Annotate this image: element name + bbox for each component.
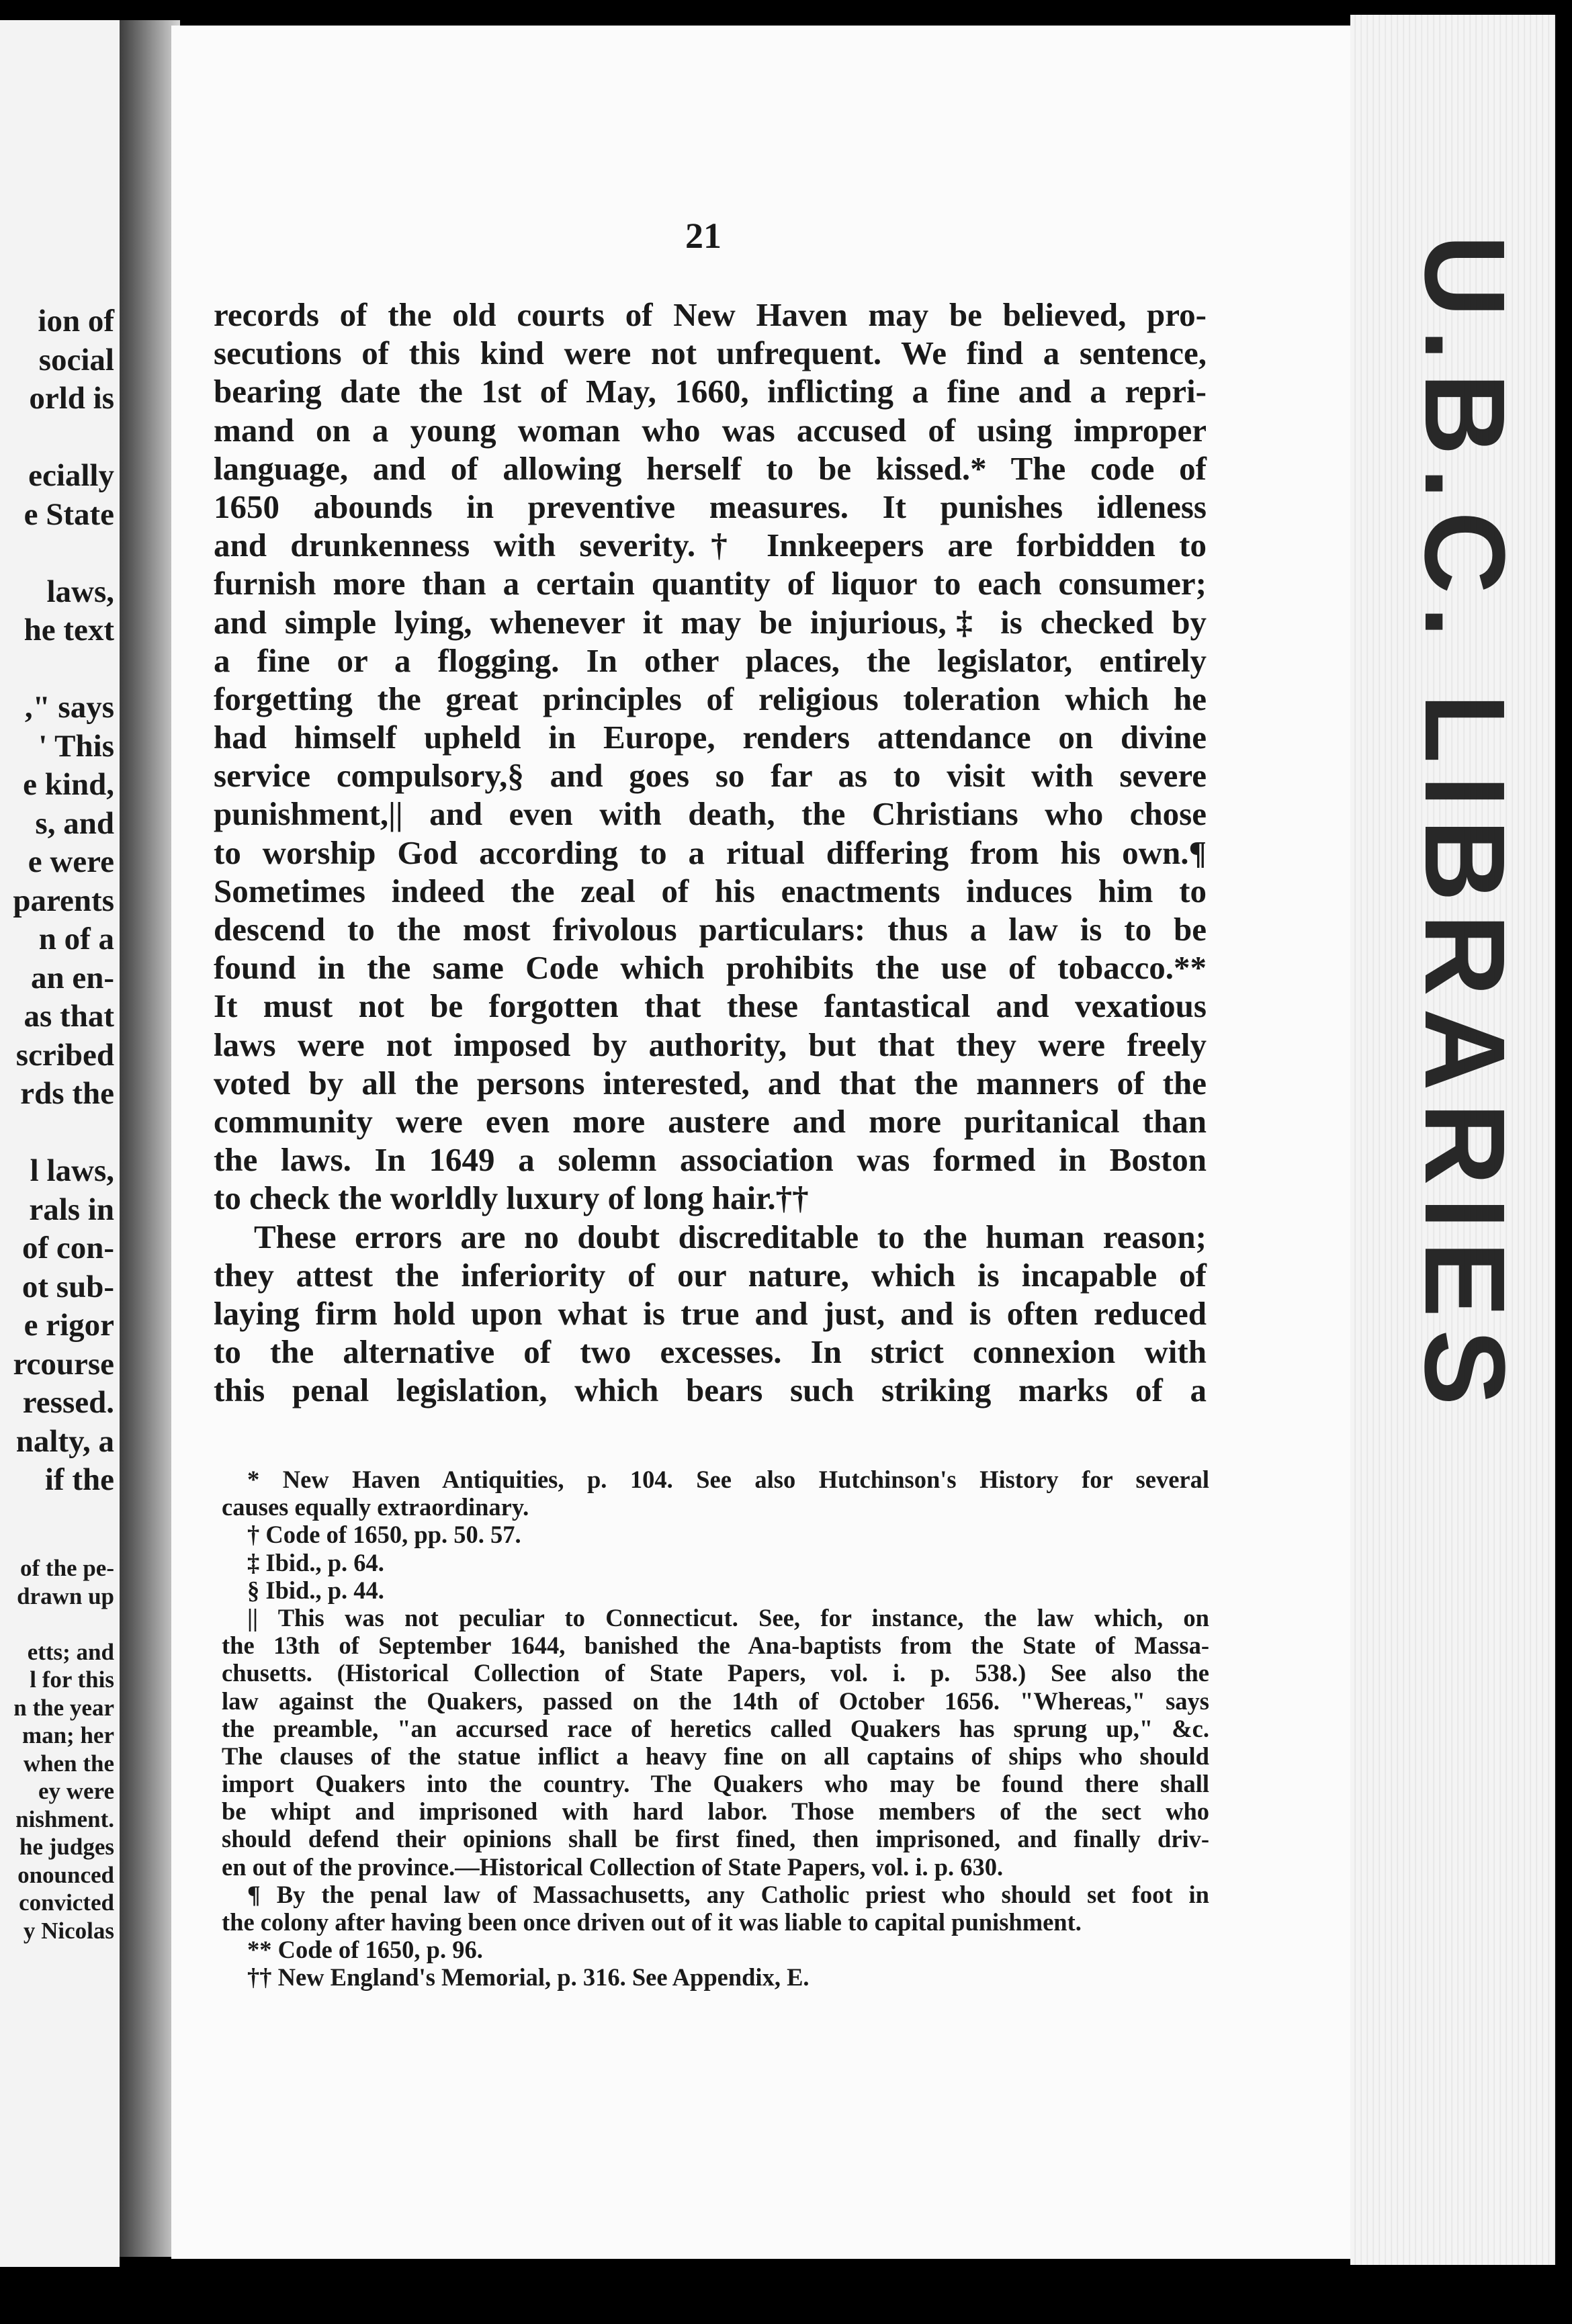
left-facing-page — [0, 20, 120, 2267]
main-body-text — [214, 296, 1207, 1409]
body-line: laws were not imposed by authority, but that they were freely — [214, 1026, 1207, 1063]
footnote-line: be whipt and imprisoned with hard labor. Those members of the sect who — [222, 1797, 1209, 1826]
body-line: records of the old courts of New Haven may be believed, pro- — [214, 296, 1207, 333]
left-footnote-fragment: nishment. — [15, 1805, 114, 1832]
body-line: Sometimes indeed the zeal of his enactments induces him to — [214, 872, 1207, 909]
footnote-line: causes equally extraordinary. — [222, 1493, 529, 1521]
left-body-fragment: e State — [24, 496, 114, 532]
left-footnote-fragment: onounced — [17, 1861, 114, 1888]
footnote-line: †† New England's Memorial, p. 316. See Appendix, E. — [247, 1963, 810, 1992]
body-line: found in the same Code which prohibits the use of tobacco.** — [214, 949, 1207, 987]
body-line: laying firm hold upon what is true and just, and is often reduced — [214, 1294, 1207, 1332]
left-body-fragment: e rigor — [24, 1308, 114, 1343]
body-line: forgetting the great principles of religious toleration which he — [214, 680, 1207, 717]
footnote-line: The clauses of the statue inflict a heavy fine on all captains of ships who should — [222, 1742, 1209, 1770]
left-body-fragment: s, and — [35, 805, 114, 841]
footnote-line: || This was not peculiar to Connecticut. See, for instance, the law which, on — [247, 1603, 1209, 1632]
left-body-fragment: e kind, — [23, 767, 114, 802]
left-body-fragment: e were — [28, 844, 114, 879]
footnote-line: chusetts. (Historical Collection of State Papers, vol. i. p. 538.) See also the — [222, 1659, 1209, 1687]
page-number: 21 — [685, 216, 722, 256]
body-line: a fine or a flogging. In other places, the legislator, entirely — [214, 641, 1207, 679]
left-body-fragment: an en- — [30, 960, 114, 995]
body-line: and drunkenness with severity.† Innkeepers are forbidden to — [214, 527, 1207, 564]
body-line: and simple lying, whenever it may be injurious,‡ is checked by — [214, 603, 1207, 641]
left-footnote-fragment: convicted — [19, 1889, 114, 1916]
body-line: to check the worldly luxury of long hair.†† — [214, 1179, 809, 1217]
left-body-fragment: orld is — [29, 381, 114, 416]
left-body-fragment: rds the — [20, 1076, 114, 1111]
footnote-line: en out of the province.—Historical Collection of State Papers, vol. i. p. 630. — [222, 1852, 1004, 1881]
body-line: service compulsory,§ and goes so far as to visit with severe — [214, 757, 1207, 795]
body-line: punishment,|| and even with death, the Christians who chose — [214, 795, 1207, 833]
body-line: furnish more than a certain quantity of liquor to each consumer; — [214, 565, 1207, 602]
left-body-fragment: laws, — [46, 574, 114, 609]
body-line: It must not be forgotten that these fantastical and vexatious — [214, 987, 1207, 1025]
footnote-line: import Quakers into the country. The Quakers who may be found there shall — [222, 1770, 1209, 1798]
left-footnote-fragment: ey were — [38, 1778, 114, 1804]
left-footnote-fragment: l for this — [30, 1666, 114, 1693]
footnote-line: † Code of 1650, pp. 50. 57. — [247, 1521, 521, 1549]
footnote-line: law against the Quakers, passed on the 14th of October 1656. "Whereas," says — [222, 1687, 1209, 1715]
left-footnote-fragment: when the — [23, 1750, 114, 1777]
body-line: this penal legislation, which bears such striking marks of a — [214, 1372, 1207, 1409]
left-body-fragment: ion of — [38, 304, 114, 339]
body-line: mand on a young woman who was accused of using improper — [214, 411, 1207, 449]
body-line: language, and of allowing herself to be kissed.* The code of — [214, 449, 1207, 487]
body-line: the laws. In 1649 a solemn association was formed in Boston — [214, 1141, 1207, 1179]
body-line: to worship God according to a ritual differing from his own.¶ — [214, 834, 1207, 871]
footnote-line: the preamble, "an accursed race of heretics called Quakers has sprung up," &c. — [222, 1714, 1209, 1742]
left-footnote-fragment: y Nicolas — [23, 1917, 114, 1944]
body-line: to the alternative of two excesses. In strict connexion with — [214, 1333, 1207, 1371]
body-line: 1650 abounds in preventive measures. It punishes idleness — [214, 488, 1207, 525]
left-body-fragment: n of a — [38, 922, 114, 956]
left-body-fragment: if the — [44, 1462, 114, 1497]
body-line: descend to the most frivolous particulars: thus a law is to be — [214, 911, 1207, 948]
library-stamp: U.B.C. LIBRARIES — [1401, 234, 1528, 1418]
left-body-fragment: ecially — [28, 458, 114, 493]
left-body-fragment: ," says — [24, 690, 114, 725]
left-body-fragment: of con- — [21, 1231, 114, 1265]
left-body-fragment: scribed — [15, 1037, 114, 1073]
left-body-fragment: he text — [24, 613, 114, 647]
left-footnote-fragment: he judges — [19, 1834, 114, 1860]
left-body-fragment: rals in — [29, 1192, 114, 1227]
body-line: secutions of this kind were not unfrequent. We find a sentence, — [214, 334, 1207, 372]
footnote-line: * New Haven Antiquities, p. 104. See also Hutchinson's History for several — [247, 1466, 1209, 1493]
left-body-fragment: parents — [13, 883, 114, 918]
left-body-fragment: ressed. — [22, 1385, 114, 1420]
footnote-line: ‡ Ibid., p. 64. — [247, 1548, 384, 1576]
body-line: had himself upheld in Europe, renders attendance on divine — [214, 719, 1207, 756]
left-body-fragment: ' This — [38, 728, 114, 764]
left-footnote-fragment: man; her — [21, 1722, 114, 1748]
left-body-fragment: social — [38, 342, 114, 377]
body-line: community were even more austere and more puritanical than — [214, 1102, 1207, 1140]
left-footnote-fragment: etts; and — [27, 1638, 114, 1665]
left-body-fragment: rcourse — [13, 1346, 114, 1382]
footnote-line: the colony after having been once driven out of it was liable to capital punishment. — [222, 1908, 1082, 1936]
footnote-line: § Ibid., p. 44. — [247, 1576, 384, 1604]
left-footnote-fragment: of the pe- — [20, 1555, 114, 1581]
left-body-fragment: l laws, — [30, 1153, 114, 1188]
left-body-fragment: ot sub- — [21, 1269, 114, 1304]
body-line: they attest the inferiority of our nature, which is incapable of — [214, 1256, 1207, 1294]
footnotes — [222, 1466, 1209, 1992]
footnote-line: the 13th of September 1644, banished the Ana-baptists from the State of Massa- — [222, 1632, 1209, 1660]
left-body-fragment: as that — [24, 999, 114, 1034]
footnote-line: ** Code of 1650, p. 96. — [247, 1936, 483, 1964]
left-footnote-fragment: drawn up — [17, 1582, 114, 1609]
left-footnote-fragment: n the year — [13, 1694, 114, 1721]
body-line: voted by all the persons interested, and that the manners of the — [214, 1064, 1207, 1102]
body-line: bearing date the 1st of May, 1660, inflicting a fine and a repri- — [214, 373, 1207, 410]
footnote-line: ¶ By the penal law of Massachusetts, any Catholic priest who should set foot in — [247, 1880, 1209, 1908]
left-body-fragment: nalty, a — [15, 1423, 114, 1459]
body-line: These errors are no doubt discreditable to the human reason; — [254, 1218, 1207, 1255]
footnote-line: should defend their opinions shall be first fined, then imprisoned, and finally driv- — [222, 1825, 1209, 1853]
